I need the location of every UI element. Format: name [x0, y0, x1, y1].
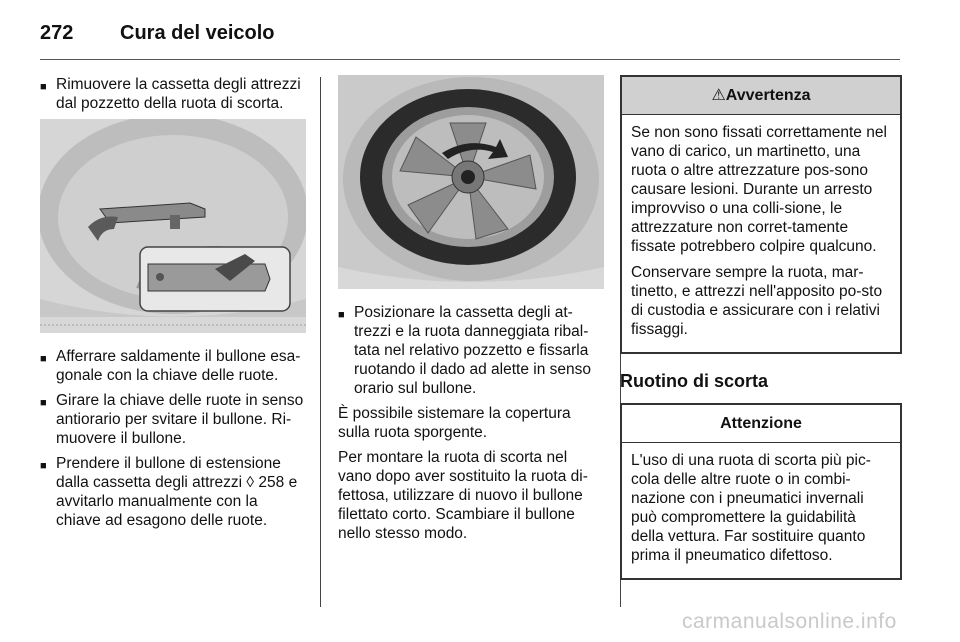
warning-box-body [622, 115, 900, 352]
caution-box-header: Attenzione [622, 405, 900, 443]
list-item-text-part: Prendere il bullone di estensione dalla cassetta degli attrezzi [56, 455, 281, 491]
caution-box [620, 403, 902, 580]
warning-text: Conservare sempre la ruota, mar-tinetto, e attrezzi nell'apposito po-sto di custodia e assicurare con i relativi fissaggi. [631, 264, 883, 338]
list-item [40, 347, 306, 385]
list-item-text: Girare la chiave delle ruote in senso antiorario per svitare il bullone. Ri-muovere il bullone. [56, 392, 304, 447]
header-divider [40, 59, 900, 60]
warning-box [620, 75, 902, 354]
page-number: 272 [40, 21, 74, 44]
list-item-text: Afferrare saldamente il bullone esa-gonale con la chiave delle ruote. [56, 348, 301, 384]
warning-box-header [622, 77, 900, 115]
caution-box-body [622, 443, 900, 578]
warning-text: Se non sono fissati correttamente nel vano di carico, un martinetto, una ruota o altre attrezzature pos-sono causare lesioni. Durante un arresto improvviso o una colli-sione, le attrezzature non corret-tamente fissate potrebbero colpire qualcuno. [631, 124, 887, 255]
square-bullet-icon: ■ [40, 353, 47, 365]
page-reference[interactable]: 258 [258, 474, 285, 491]
page-title: Cura del veicolo [120, 21, 275, 44]
paragraph: È possibile sistemare la copertura sulla ruota sporgente. [338, 405, 571, 441]
square-bullet-icon: ■ [338, 309, 345, 321]
column-middle [338, 75, 604, 549]
page-header [40, 18, 275, 48]
list-item-text: Posizionare la cassetta degli at-trezzi e la ruota danneggiata ribal-tata nel relativo pozzetto e fissarla ruotando il dado ad alette in senso orario sul bullone. [354, 304, 591, 397]
paragraph: Per montare la ruota di scorta nel vano dopo aver sostituito la ruota di-fettosa, utilizzare di nuovo il bullone filettato corto. Scambiare il bullone nello stesso modo. [338, 449, 588, 542]
caution-text: L'uso di una ruota di scorta più pic-cola delle altre ruote o in combi-nazione con i pneumatici invernali può compromettere la guidabilità della vettura. Far sostituire quanto prima il pneumatico difettoso. [631, 452, 871, 564]
list-item [40, 391, 306, 448]
square-bullet-icon: ■ [40, 397, 47, 409]
list-item-text: Rimuovere la cassetta degli attrezzi dal pozzetto della ruota di scorta. [56, 76, 301, 112]
warning-title: Avvertenza [725, 87, 811, 104]
list-item-text-part: e avvitarlo manualmente con la chiave ad esagono delle ruote. [56, 474, 298, 529]
spare-wheel-illustration [338, 75, 604, 289]
reference-triangle-icon[interactable]: ◊ [246, 474, 255, 491]
list-item [338, 303, 604, 398]
square-bullet-icon: ■ [40, 81, 47, 93]
watermark: carmanualsonline.info [682, 610, 897, 633]
toolbox-removal-illustration [40, 119, 306, 333]
list-item [40, 75, 306, 113]
list-item-text [56, 454, 306, 530]
square-bullet-icon: ■ [40, 460, 47, 472]
section-title: Ruotino di scorta [620, 371, 768, 391]
list-item [40, 454, 306, 530]
column-right [620, 75, 902, 598]
column-left [40, 75, 306, 536]
column-divider [320, 77, 321, 607]
warning-triangle-icon: ⚠ [711, 87, 726, 104]
